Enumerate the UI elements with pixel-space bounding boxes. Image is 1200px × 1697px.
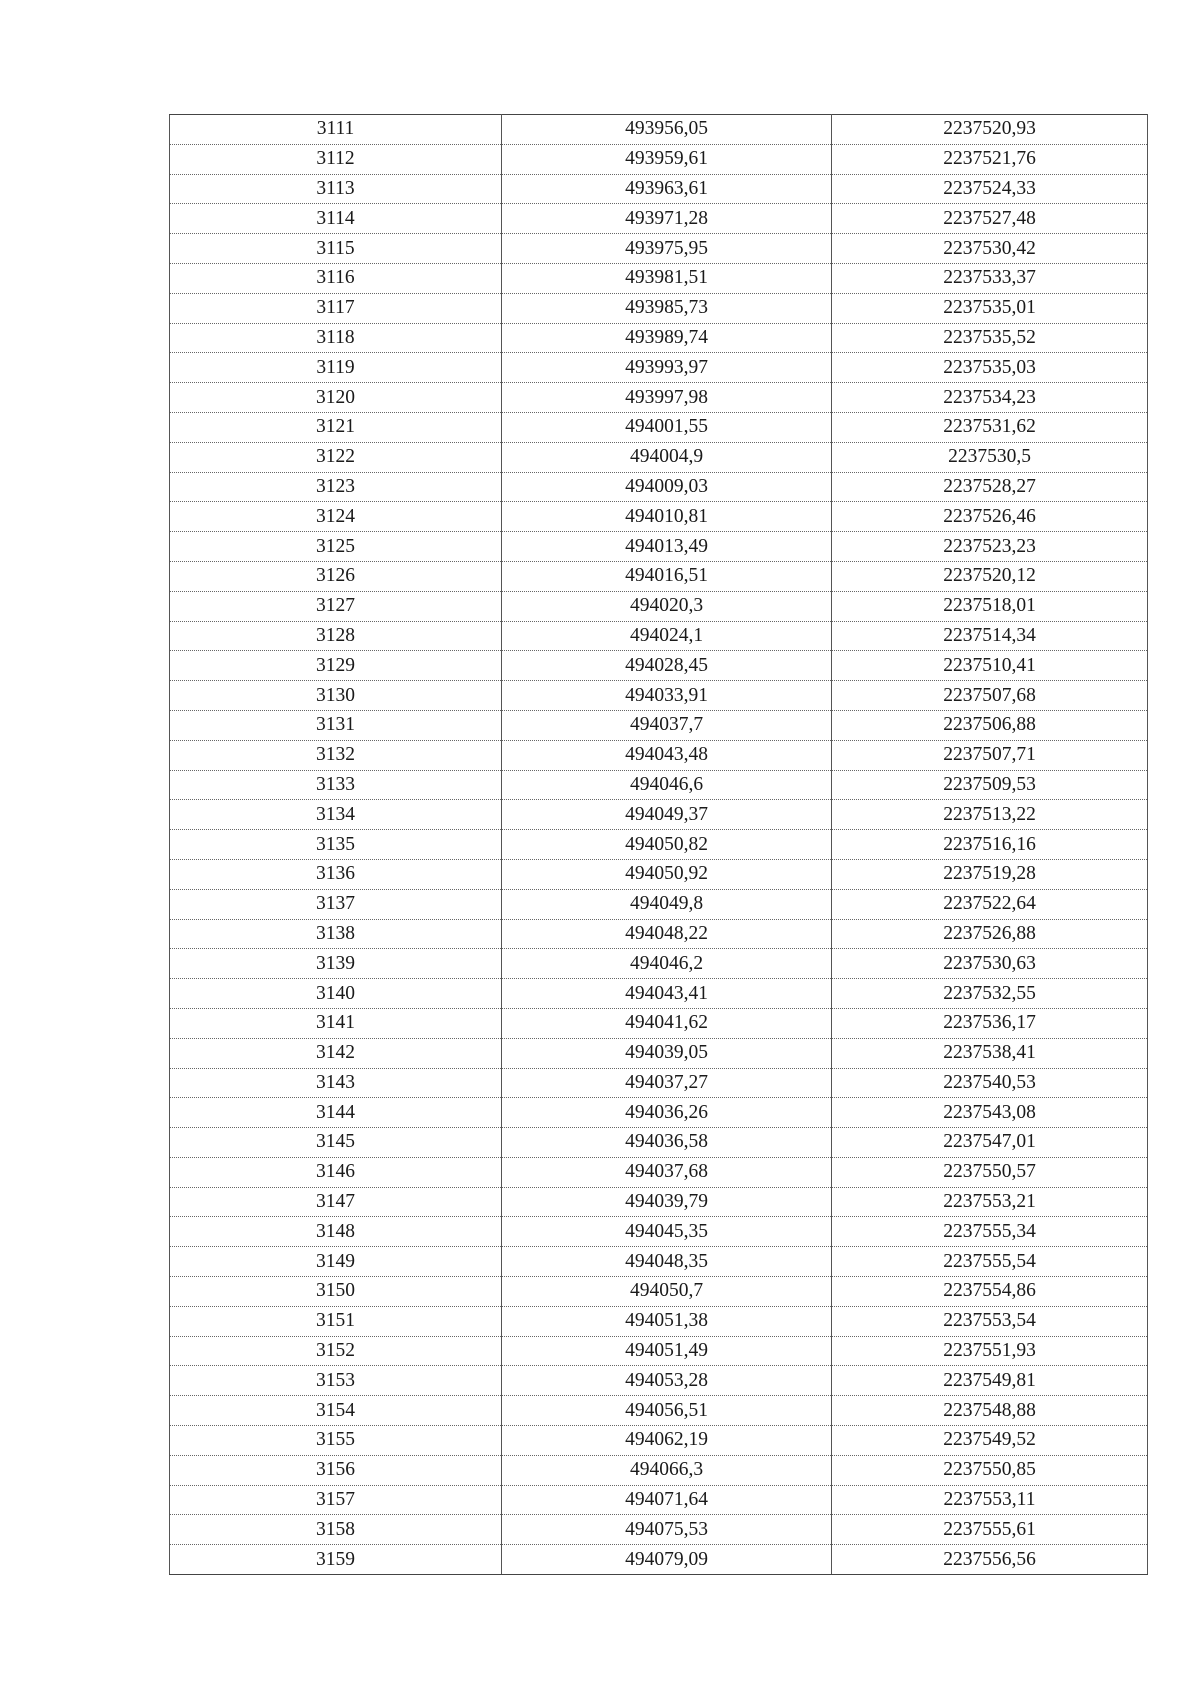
y-coordinate-cell: 2237540,53 bbox=[832, 1068, 1148, 1098]
x-coordinate-cell: 494075,53 bbox=[502, 1515, 832, 1545]
x-coordinate-cell: 494043,41 bbox=[502, 979, 832, 1009]
y-coordinate-cell: 2237551,93 bbox=[832, 1336, 1148, 1366]
x-coordinate-cell: 494051,49 bbox=[502, 1336, 832, 1366]
point-number-cell: 3128 bbox=[170, 621, 502, 651]
table-row bbox=[170, 1098, 1148, 1128]
y-coordinate-cell: 2237523,23 bbox=[832, 532, 1148, 562]
point-number-cell: 3144 bbox=[170, 1098, 502, 1128]
x-coordinate-cell: 494049,8 bbox=[502, 889, 832, 919]
point-number-cell: 3124 bbox=[170, 502, 502, 532]
y-coordinate-cell: 2237507,71 bbox=[832, 740, 1148, 770]
table-row bbox=[170, 859, 1148, 889]
y-coordinate-cell: 2237555,54 bbox=[832, 1247, 1148, 1277]
x-coordinate-cell: 494016,51 bbox=[502, 561, 832, 591]
point-number-cell: 3133 bbox=[170, 770, 502, 800]
x-coordinate-cell: 493956,05 bbox=[502, 115, 832, 145]
table-row bbox=[170, 591, 1148, 621]
table-row bbox=[170, 263, 1148, 293]
coordinates-table bbox=[169, 114, 1148, 1575]
table-row bbox=[170, 1485, 1148, 1515]
table-row bbox=[170, 1068, 1148, 1098]
point-number-cell: 3156 bbox=[170, 1455, 502, 1485]
y-coordinate-cell: 2237554,86 bbox=[832, 1277, 1148, 1307]
point-number-cell: 3121 bbox=[170, 412, 502, 442]
point-number-cell: 3159 bbox=[170, 1545, 502, 1575]
table-row bbox=[170, 1128, 1148, 1158]
x-coordinate-cell: 494037,68 bbox=[502, 1157, 832, 1187]
table-row bbox=[170, 1038, 1148, 1068]
y-coordinate-cell: 2237506,88 bbox=[832, 710, 1148, 740]
y-coordinate-cell: 2237520,12 bbox=[832, 561, 1148, 591]
x-coordinate-cell: 493975,95 bbox=[502, 234, 832, 264]
table-row bbox=[170, 293, 1148, 323]
table-row bbox=[170, 651, 1148, 681]
point-number-cell: 3131 bbox=[170, 710, 502, 740]
x-coordinate-cell: 494071,64 bbox=[502, 1485, 832, 1515]
table-row bbox=[170, 561, 1148, 591]
point-number-cell: 3158 bbox=[170, 1515, 502, 1545]
table-row bbox=[170, 979, 1148, 1009]
x-coordinate-cell: 494048,35 bbox=[502, 1247, 832, 1277]
x-coordinate-cell: 493989,74 bbox=[502, 323, 832, 353]
point-number-cell: 3120 bbox=[170, 383, 502, 413]
table-row bbox=[170, 830, 1148, 860]
point-number-cell: 3134 bbox=[170, 800, 502, 830]
x-coordinate-cell: 494062,19 bbox=[502, 1426, 832, 1456]
x-coordinate-cell: 493963,61 bbox=[502, 174, 832, 204]
x-coordinate-cell: 494050,92 bbox=[502, 859, 832, 889]
x-coordinate-cell: 493971,28 bbox=[502, 204, 832, 234]
point-number-cell: 3149 bbox=[170, 1247, 502, 1277]
point-number-cell: 3119 bbox=[170, 353, 502, 383]
y-coordinate-cell: 2237531,62 bbox=[832, 412, 1148, 442]
y-coordinate-cell: 2237549,52 bbox=[832, 1426, 1148, 1456]
table-row bbox=[170, 949, 1148, 979]
y-coordinate-cell: 2237530,63 bbox=[832, 949, 1148, 979]
table-row bbox=[170, 1515, 1148, 1545]
y-coordinate-cell: 2237550,57 bbox=[832, 1157, 1148, 1187]
y-coordinate-cell: 2237524,33 bbox=[832, 174, 1148, 204]
point-number-cell: 3143 bbox=[170, 1068, 502, 1098]
point-number-cell: 3127 bbox=[170, 591, 502, 621]
y-coordinate-cell: 2237526,88 bbox=[832, 919, 1148, 949]
x-coordinate-cell: 493997,98 bbox=[502, 383, 832, 413]
table-row bbox=[170, 1455, 1148, 1485]
table-row bbox=[170, 1247, 1148, 1277]
y-coordinate-cell: 2237535,03 bbox=[832, 353, 1148, 383]
table-row bbox=[170, 353, 1148, 383]
table-row bbox=[170, 472, 1148, 502]
table-row bbox=[170, 174, 1148, 204]
point-number-cell: 3122 bbox=[170, 442, 502, 472]
x-coordinate-cell: 493981,51 bbox=[502, 263, 832, 293]
x-coordinate-cell: 494049,37 bbox=[502, 800, 832, 830]
point-number-cell: 3146 bbox=[170, 1157, 502, 1187]
table-row bbox=[170, 800, 1148, 830]
table-row bbox=[170, 621, 1148, 651]
point-number-cell: 3155 bbox=[170, 1426, 502, 1456]
point-number-cell: 3135 bbox=[170, 830, 502, 860]
table-row bbox=[170, 383, 1148, 413]
point-number-cell: 3139 bbox=[170, 949, 502, 979]
y-coordinate-cell: 2237535,52 bbox=[832, 323, 1148, 353]
x-coordinate-cell: 494033,91 bbox=[502, 681, 832, 711]
y-coordinate-cell: 2237520,93 bbox=[832, 115, 1148, 145]
x-coordinate-cell: 493985,73 bbox=[502, 293, 832, 323]
y-coordinate-cell: 2237513,22 bbox=[832, 800, 1148, 830]
table-row bbox=[170, 1217, 1148, 1247]
x-coordinate-cell: 494024,1 bbox=[502, 621, 832, 651]
table-row bbox=[170, 1277, 1148, 1307]
table-row bbox=[170, 1366, 1148, 1396]
x-coordinate-cell: 494039,79 bbox=[502, 1187, 832, 1217]
y-coordinate-cell: 2237535,01 bbox=[832, 293, 1148, 323]
y-coordinate-cell: 2237555,61 bbox=[832, 1515, 1148, 1545]
point-number-cell: 3123 bbox=[170, 472, 502, 502]
x-coordinate-cell: 494048,22 bbox=[502, 919, 832, 949]
point-number-cell: 3113 bbox=[170, 174, 502, 204]
table-row bbox=[170, 889, 1148, 919]
x-coordinate-cell: 494046,6 bbox=[502, 770, 832, 800]
point-number-cell: 3117 bbox=[170, 293, 502, 323]
y-coordinate-cell: 2237532,55 bbox=[832, 979, 1148, 1009]
point-number-cell: 3154 bbox=[170, 1396, 502, 1426]
point-number-cell: 3152 bbox=[170, 1336, 502, 1366]
y-coordinate-cell: 2237555,34 bbox=[832, 1217, 1148, 1247]
point-number-cell: 3142 bbox=[170, 1038, 502, 1068]
point-number-cell: 3140 bbox=[170, 979, 502, 1009]
y-coordinate-cell: 2237530,42 bbox=[832, 234, 1148, 264]
table-row bbox=[170, 710, 1148, 740]
x-coordinate-cell: 494004,9 bbox=[502, 442, 832, 472]
x-coordinate-cell: 494053,28 bbox=[502, 1366, 832, 1396]
y-coordinate-cell: 2237519,28 bbox=[832, 859, 1148, 889]
y-coordinate-cell: 2237510,41 bbox=[832, 651, 1148, 681]
table-row bbox=[170, 442, 1148, 472]
x-coordinate-cell: 494051,38 bbox=[502, 1306, 832, 1336]
table-row bbox=[170, 115, 1148, 145]
y-coordinate-cell: 2237527,48 bbox=[832, 204, 1148, 234]
y-coordinate-cell: 2237553,54 bbox=[832, 1306, 1148, 1336]
table-row bbox=[170, 502, 1148, 532]
x-coordinate-cell: 494066,3 bbox=[502, 1455, 832, 1485]
x-coordinate-cell: 494037,7 bbox=[502, 710, 832, 740]
y-coordinate-cell: 2237553,21 bbox=[832, 1187, 1148, 1217]
table-row bbox=[170, 681, 1148, 711]
point-number-cell: 3125 bbox=[170, 532, 502, 562]
x-coordinate-cell: 493993,97 bbox=[502, 353, 832, 383]
x-coordinate-cell: 494037,27 bbox=[502, 1068, 832, 1098]
point-number-cell: 3145 bbox=[170, 1128, 502, 1158]
table-row bbox=[170, 204, 1148, 234]
table-row bbox=[170, 770, 1148, 800]
x-coordinate-cell: 494039,05 bbox=[502, 1038, 832, 1068]
y-coordinate-cell: 2237521,76 bbox=[832, 144, 1148, 174]
x-coordinate-cell: 494001,55 bbox=[502, 412, 832, 442]
point-number-cell: 3126 bbox=[170, 561, 502, 591]
point-number-cell: 3129 bbox=[170, 651, 502, 681]
y-coordinate-cell: 2237530,5 bbox=[832, 442, 1148, 472]
y-coordinate-cell: 2237548,88 bbox=[832, 1396, 1148, 1426]
table-row bbox=[170, 1396, 1148, 1426]
table-row bbox=[170, 1187, 1148, 1217]
y-coordinate-cell: 2237549,81 bbox=[832, 1366, 1148, 1396]
point-number-cell: 3112 bbox=[170, 144, 502, 174]
x-coordinate-cell: 494045,35 bbox=[502, 1217, 832, 1247]
table-row bbox=[170, 323, 1148, 353]
x-coordinate-cell: 494050,82 bbox=[502, 830, 832, 860]
point-number-cell: 3116 bbox=[170, 263, 502, 293]
y-coordinate-cell: 2237526,46 bbox=[832, 502, 1148, 532]
point-number-cell: 3151 bbox=[170, 1306, 502, 1336]
x-coordinate-cell: 494009,03 bbox=[502, 472, 832, 502]
y-coordinate-cell: 2237534,23 bbox=[832, 383, 1148, 413]
y-coordinate-cell: 2237536,17 bbox=[832, 1008, 1148, 1038]
point-number-cell: 3136 bbox=[170, 859, 502, 889]
point-number-cell: 3130 bbox=[170, 681, 502, 711]
table-row bbox=[170, 1306, 1148, 1336]
x-coordinate-cell: 493959,61 bbox=[502, 144, 832, 174]
coordinates-table-body bbox=[170, 115, 1148, 1575]
x-coordinate-cell: 494050,7 bbox=[502, 1277, 832, 1307]
x-coordinate-cell: 494010,81 bbox=[502, 502, 832, 532]
table-row bbox=[170, 234, 1148, 264]
point-number-cell: 3153 bbox=[170, 1366, 502, 1396]
point-number-cell: 3148 bbox=[170, 1217, 502, 1247]
x-coordinate-cell: 494043,48 bbox=[502, 740, 832, 770]
x-coordinate-cell: 494079,09 bbox=[502, 1545, 832, 1575]
point-number-cell: 3137 bbox=[170, 889, 502, 919]
y-coordinate-cell: 2237518,01 bbox=[832, 591, 1148, 621]
y-coordinate-cell: 2237507,68 bbox=[832, 681, 1148, 711]
x-coordinate-cell: 494041,62 bbox=[502, 1008, 832, 1038]
y-coordinate-cell: 2237543,08 bbox=[832, 1098, 1148, 1128]
table-row bbox=[170, 1336, 1148, 1366]
y-coordinate-cell: 2237514,34 bbox=[832, 621, 1148, 651]
table-row bbox=[170, 412, 1148, 442]
point-number-cell: 3150 bbox=[170, 1277, 502, 1307]
point-number-cell: 3132 bbox=[170, 740, 502, 770]
y-coordinate-cell: 2237509,53 bbox=[832, 770, 1148, 800]
point-number-cell: 3114 bbox=[170, 204, 502, 234]
table-row bbox=[170, 1426, 1148, 1456]
x-coordinate-cell: 494036,58 bbox=[502, 1128, 832, 1158]
y-coordinate-cell: 2237553,11 bbox=[832, 1485, 1148, 1515]
x-coordinate-cell: 494028,45 bbox=[502, 651, 832, 681]
y-coordinate-cell: 2237522,64 bbox=[832, 889, 1148, 919]
table-row bbox=[170, 1545, 1148, 1575]
x-coordinate-cell: 494020,3 bbox=[502, 591, 832, 621]
y-coordinate-cell: 2237556,56 bbox=[832, 1545, 1148, 1575]
table-row bbox=[170, 532, 1148, 562]
point-number-cell: 3111 bbox=[170, 115, 502, 145]
y-coordinate-cell: 2237538,41 bbox=[832, 1038, 1148, 1068]
table-row bbox=[170, 1008, 1148, 1038]
x-coordinate-cell: 494036,26 bbox=[502, 1098, 832, 1128]
y-coordinate-cell: 2237547,01 bbox=[832, 1128, 1148, 1158]
x-coordinate-cell: 494056,51 bbox=[502, 1396, 832, 1426]
x-coordinate-cell: 494046,2 bbox=[502, 949, 832, 979]
table-row bbox=[170, 144, 1148, 174]
table-row bbox=[170, 919, 1148, 949]
y-coordinate-cell: 2237528,27 bbox=[832, 472, 1148, 502]
point-number-cell: 3115 bbox=[170, 234, 502, 264]
y-coordinate-cell: 2237516,16 bbox=[832, 830, 1148, 860]
table-row bbox=[170, 740, 1148, 770]
point-number-cell: 3141 bbox=[170, 1008, 502, 1038]
point-number-cell: 3147 bbox=[170, 1187, 502, 1217]
table-row bbox=[170, 1157, 1148, 1187]
point-number-cell: 3138 bbox=[170, 919, 502, 949]
point-number-cell: 3157 bbox=[170, 1485, 502, 1515]
y-coordinate-cell: 2237550,85 bbox=[832, 1455, 1148, 1485]
point-number-cell: 3118 bbox=[170, 323, 502, 353]
x-coordinate-cell: 494013,49 bbox=[502, 532, 832, 562]
y-coordinate-cell: 2237533,37 bbox=[832, 263, 1148, 293]
